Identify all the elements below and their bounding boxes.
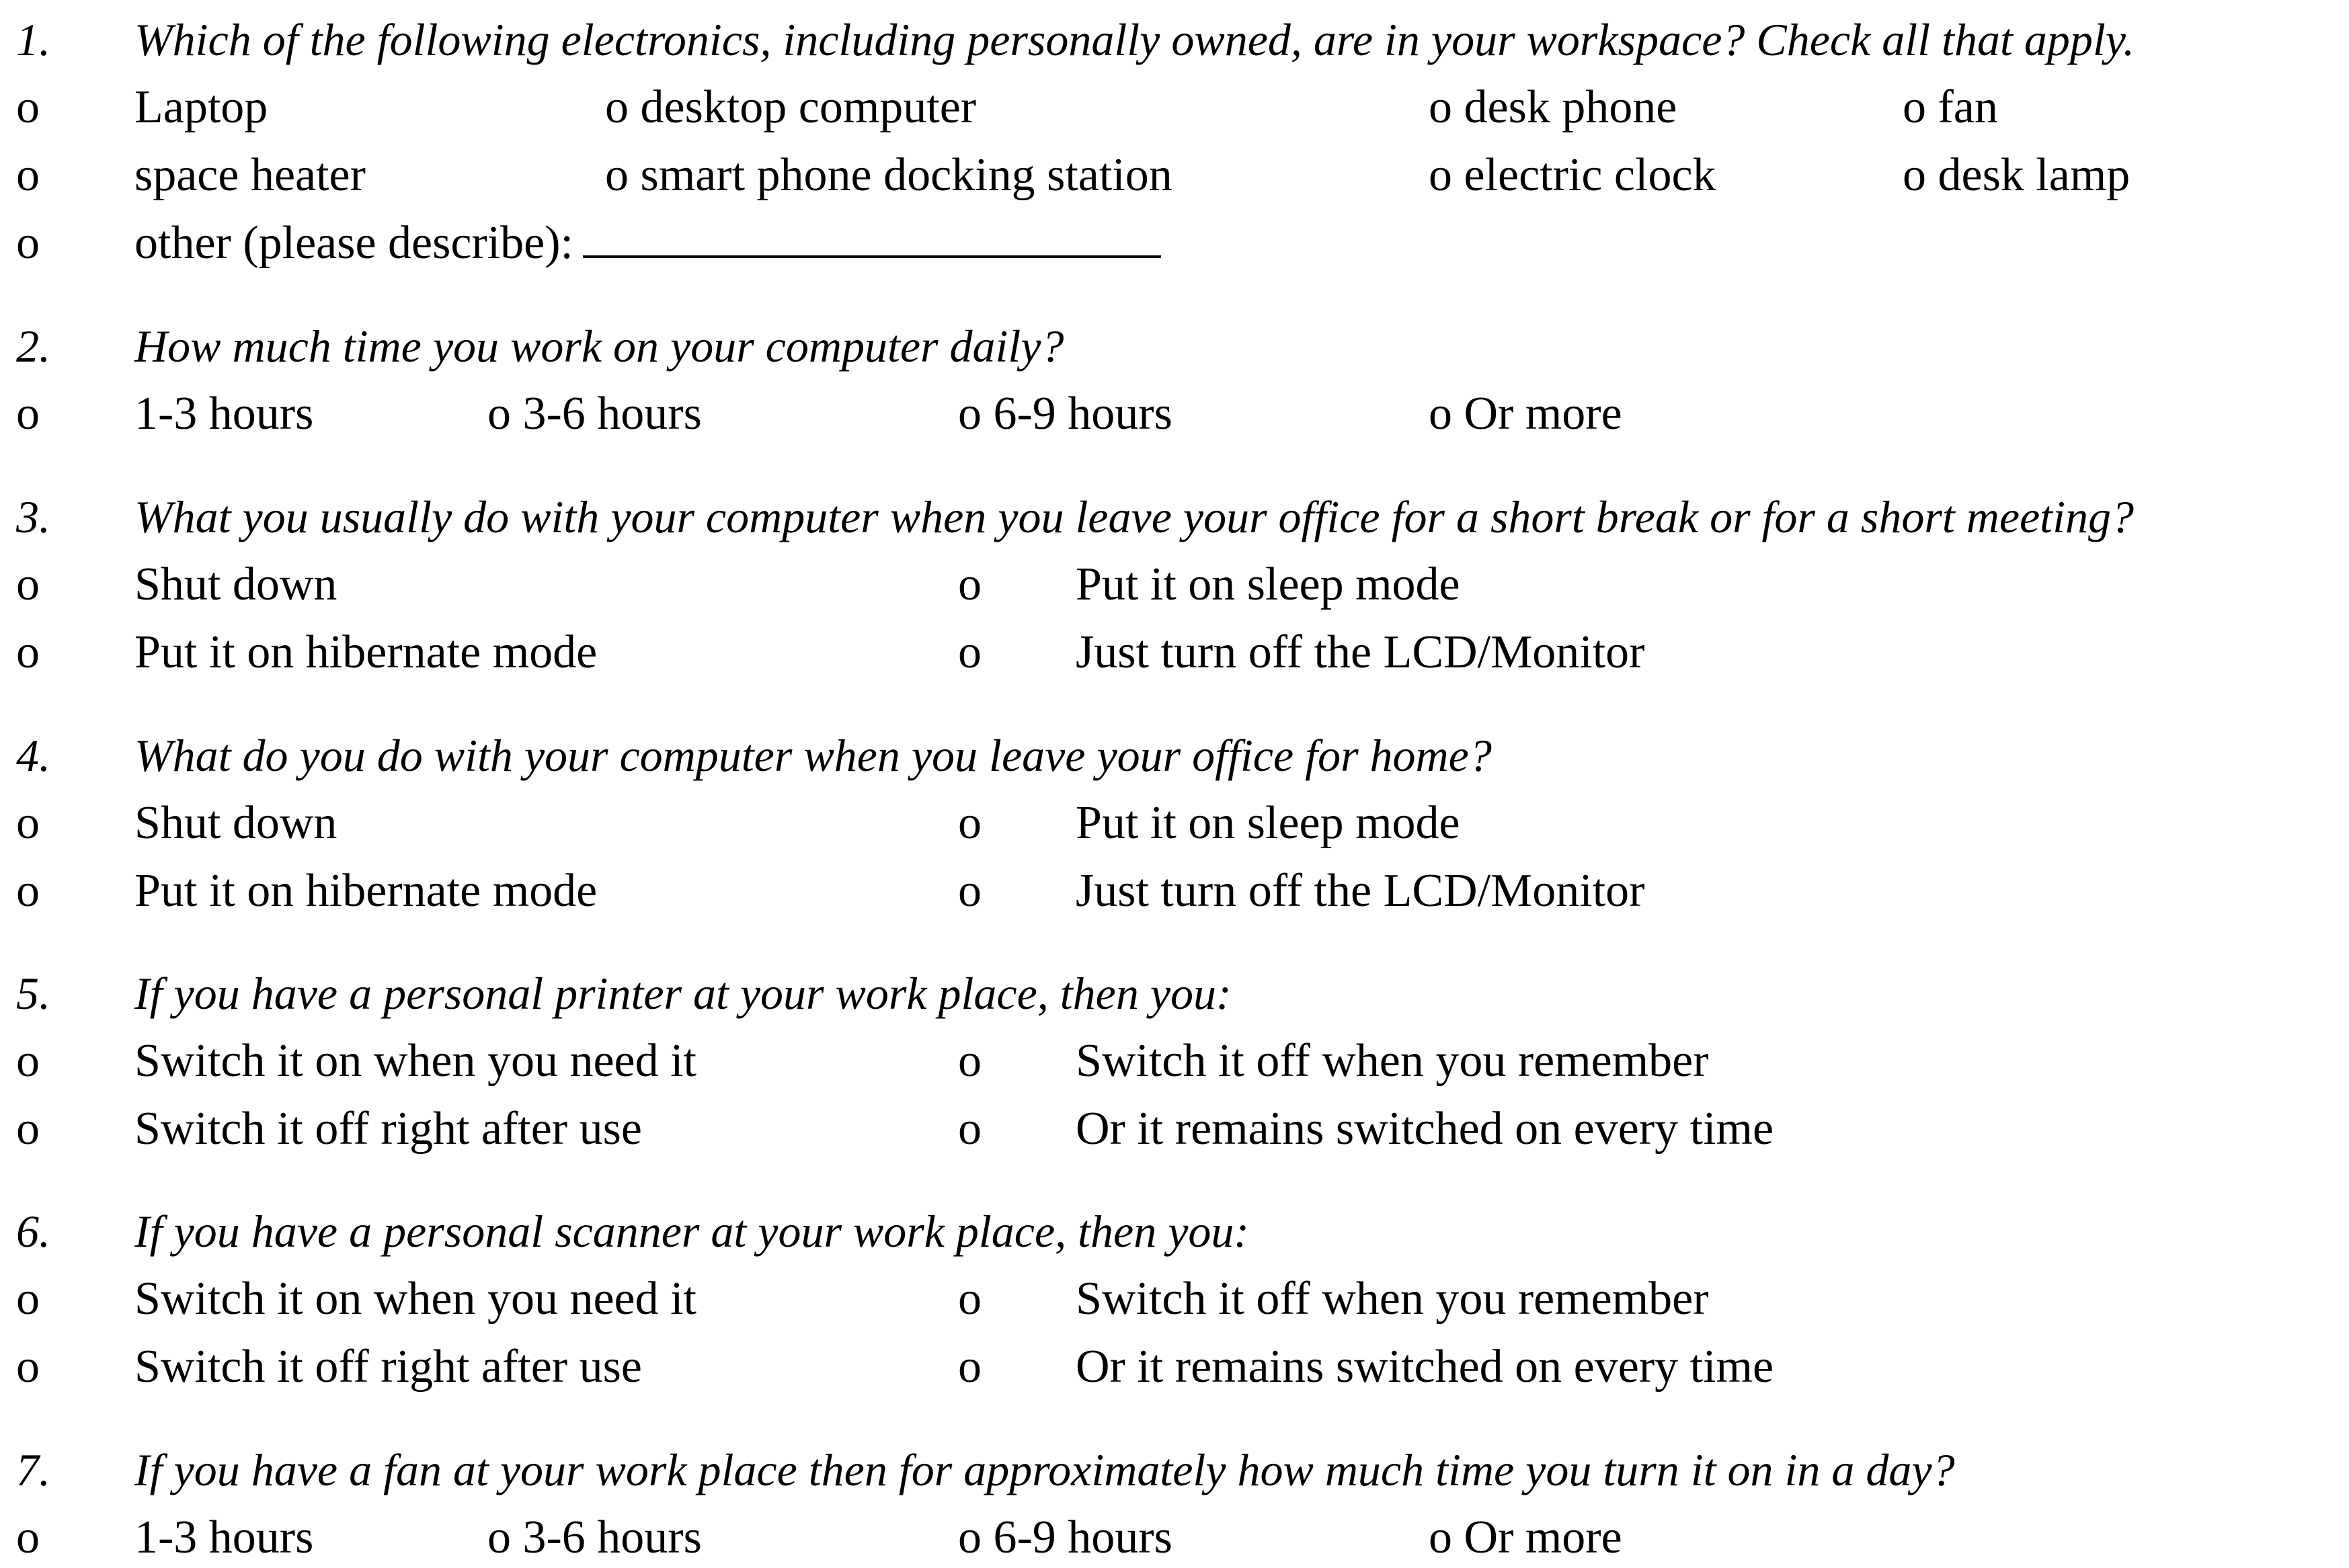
option-label[interactable]: o electric clock xyxy=(1429,149,1716,201)
option-label: Switch it on when you need it xyxy=(134,1035,697,1087)
option-label: Laptop xyxy=(134,81,268,133)
option-label: Switch it off when you remember xyxy=(1076,1273,1709,1325)
option-bullet[interactable]: o xyxy=(16,797,40,849)
option-label: Switch it on when you need it xyxy=(134,1273,697,1325)
question-number: 2. xyxy=(16,321,50,372)
option-bullet[interactable]: o xyxy=(16,81,40,133)
option-label[interactable]: o desktop computer xyxy=(605,81,977,133)
option-bullet[interactable]: o xyxy=(958,1103,982,1155)
question-text: Which of the following electronics, including personally owned, are in your workspace? Check all that apply. xyxy=(134,14,2135,65)
option-bullet[interactable]: o xyxy=(958,1341,982,1393)
question-text: What do you do with your computer when you leave your office for home? xyxy=(134,730,1492,781)
question-number: 7. xyxy=(16,1444,50,1495)
option-bullet[interactable]: o xyxy=(16,1273,40,1325)
option-label[interactable]: o Or more xyxy=(1429,388,1622,440)
question-text: What you usually do with your computer when you leave your office for a short break or for a short meeting? xyxy=(134,491,2134,542)
option-label: Switch it off right after use xyxy=(134,1341,642,1393)
question-text: How much time you work on your computer daily? xyxy=(134,321,1064,372)
question-text: If you have a fan at your work place then for approximately how much time you turn it on in a day? xyxy=(134,1444,1955,1495)
option-label[interactable]: o desk lamp xyxy=(1903,149,2131,201)
option-label: Just turn off the LCD/Monitor xyxy=(1076,865,1645,917)
option-bullet[interactable]: o xyxy=(16,388,40,440)
option-label[interactable]: o smart phone docking station xyxy=(605,149,1172,201)
option-bullet[interactable]: o xyxy=(958,797,982,849)
option-label: Or it remains switched on every time xyxy=(1076,1103,1774,1155)
option-label[interactable]: o Or more xyxy=(1429,1512,1622,1563)
option-bullet[interactable]: o xyxy=(16,626,40,678)
option-label: Shut down xyxy=(134,559,337,610)
other-describe-blank[interactable] xyxy=(583,255,1161,258)
option-bullet[interactable]: o xyxy=(958,1035,982,1087)
option-bullet[interactable]: o xyxy=(16,1103,40,1155)
option-bullet[interactable]: o xyxy=(16,1512,40,1563)
option-bullet[interactable]: o xyxy=(16,559,40,610)
option-label: Switch it off right after use xyxy=(134,1103,642,1155)
question-number: 3. xyxy=(16,491,50,542)
option-label: Put it on sleep mode xyxy=(1076,559,1460,610)
option-label: space heater xyxy=(134,149,366,201)
option-label[interactable]: o 3-6 hours xyxy=(487,388,702,440)
option-bullet[interactable]: o xyxy=(16,1341,40,1393)
question-text: If you have a personal scanner at your work place, then you: xyxy=(134,1206,1250,1257)
option-bullet[interactable]: o xyxy=(16,1035,40,1087)
option-label[interactable]: o fan xyxy=(1903,81,1998,133)
option-bullet[interactable]: o xyxy=(958,865,982,917)
question-number: 5. xyxy=(16,968,50,1019)
option-label: 1-3 hours xyxy=(134,388,314,440)
option-label: Put it on sleep mode xyxy=(1076,797,1460,849)
option-label: Or it remains switched on every time xyxy=(1076,1341,1774,1393)
option-bullet[interactable]: o xyxy=(958,1273,982,1325)
option-label: Just turn off the LCD/Monitor xyxy=(1076,626,1645,678)
option-bullet[interactable]: o xyxy=(16,149,40,201)
option-label[interactable]: o 6-9 hours xyxy=(958,388,1172,440)
option-bullet[interactable]: o xyxy=(958,626,982,678)
option-label: 1-3 hours xyxy=(134,1512,314,1563)
other-option xyxy=(134,213,1161,274)
option-bullet[interactable]: o xyxy=(16,865,40,917)
option-bullet[interactable]: o xyxy=(958,559,982,610)
question-text: If you have a personal printer at your work place, then you: xyxy=(134,968,1232,1019)
option-label: Put it on hibernate mode xyxy=(134,865,598,917)
option-label: Switch it off when you remember xyxy=(1076,1035,1709,1087)
option-label[interactable]: o desk phone xyxy=(1429,81,1677,133)
other-label: other (please describe): xyxy=(134,217,574,269)
option-bullet[interactable]: o xyxy=(16,217,40,269)
question-number: 4. xyxy=(16,730,50,781)
option-label[interactable]: o 3-6 hours xyxy=(487,1512,702,1563)
question-number: 6. xyxy=(16,1206,50,1257)
option-label[interactable]: o 6-9 hours xyxy=(958,1512,1172,1563)
option-label: Shut down xyxy=(134,797,337,849)
question-number: 1. xyxy=(16,14,50,65)
option-label: Put it on hibernate mode xyxy=(134,626,598,678)
